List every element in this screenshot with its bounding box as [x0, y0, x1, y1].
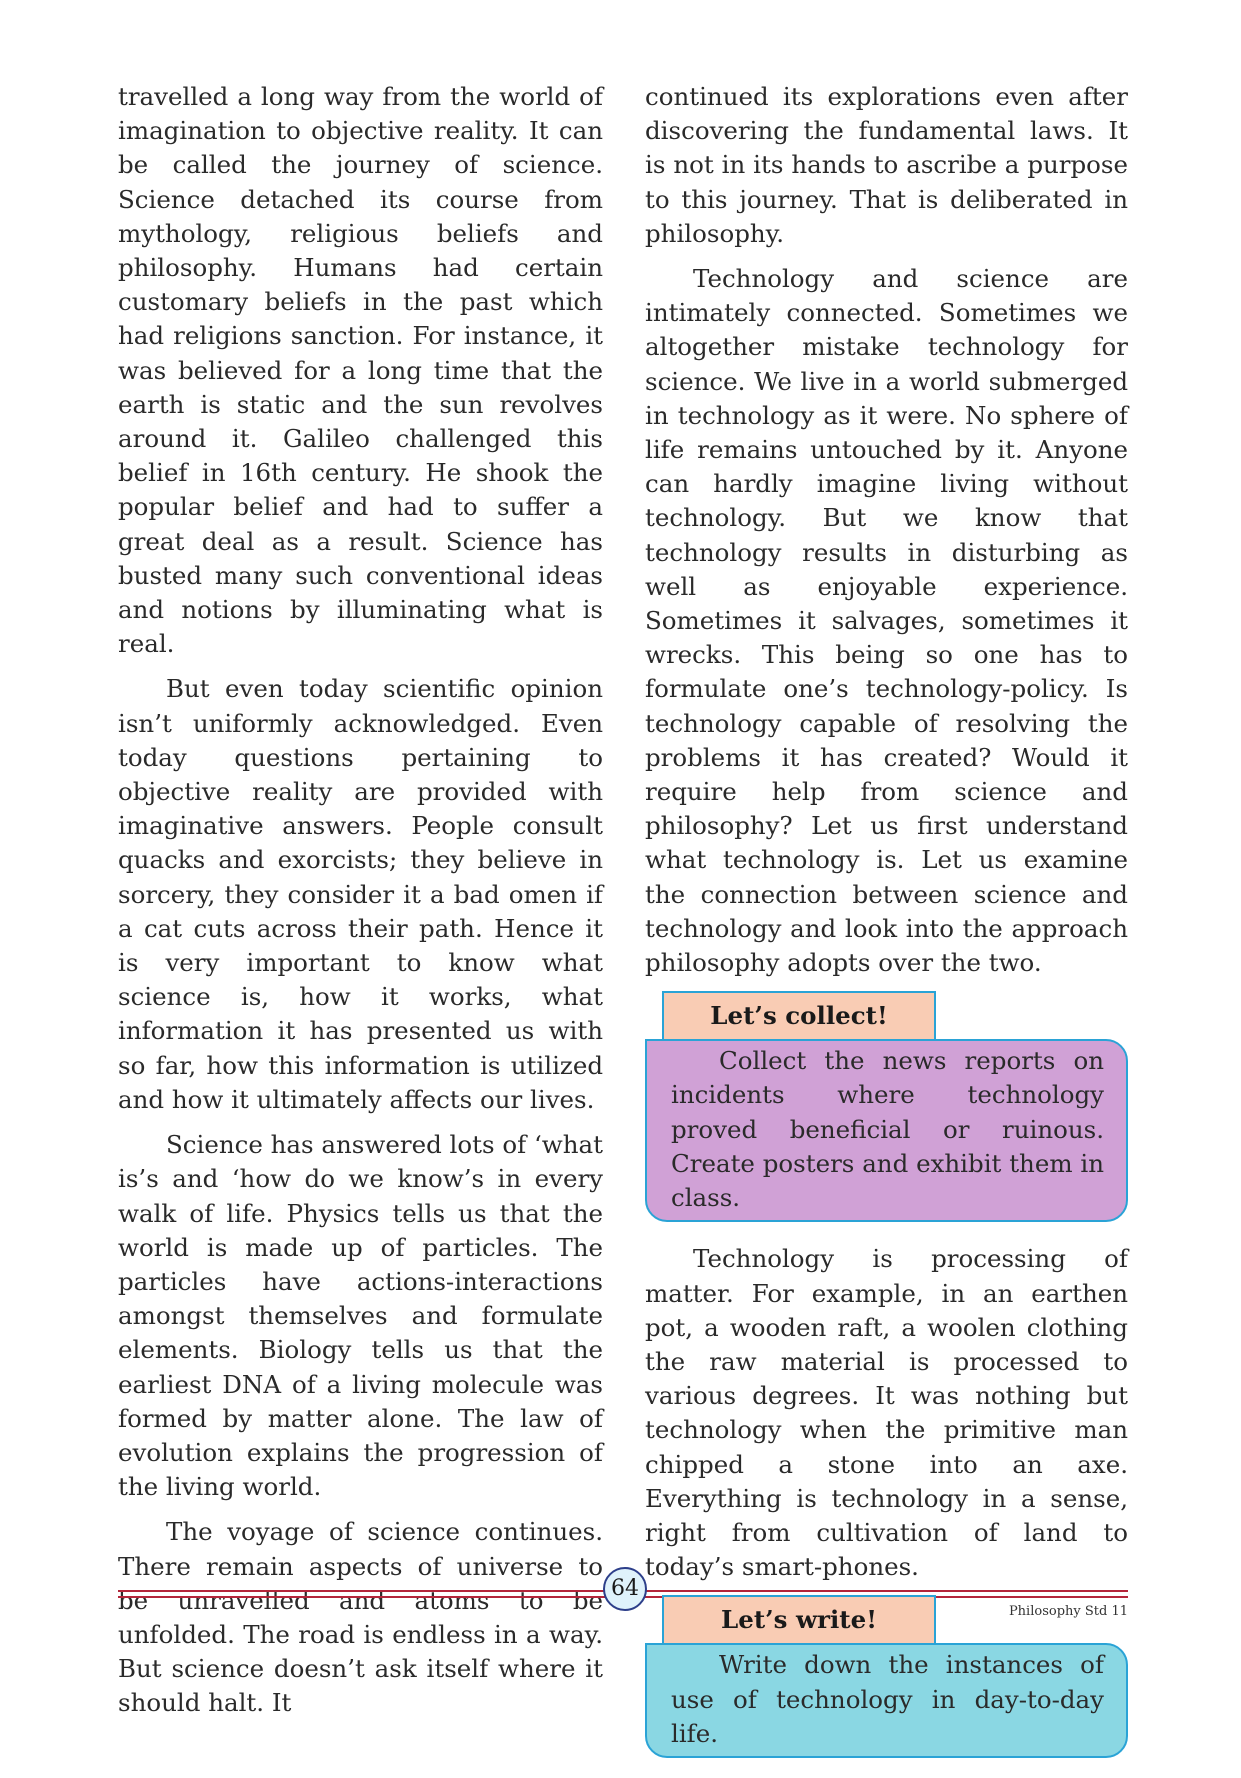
- paragraph: continued its explorations even after discovering the fundamental laws. It is not in its hands to ascribe a purpose to this journey. That is deliberated in philosophy.: [645, 82, 1128, 248]
- page-number: 64: [603, 1567, 647, 1611]
- activity-body: [645, 1039, 1128, 1222]
- book-title: Philosophy Std 11: [1008, 1604, 1128, 1619]
- activity-body: [645, 1643, 1128, 1758]
- paragraph: Technology and science are intimately connected. Sometimes we altogether mistake technology for science. We live in a world submerged in technology as it were. No sphere of life remains untouched by it. Anyone can hardly imagine living without technology. But we know that technology results in disturbing as well as enjoyable experience. Sometimes it salvages, sometimes it wrecks. This being so one has to formulate one’s technology-policy. Is technology capable of resolving the problems it has created? Would it require help from science and philosophy? Let us first understand what technology is. Let us examine the connection between science and technology and look into the approach philosophy adopts over the two.: [645, 264, 1128, 978]
- activity-text: Collect the news reports on incidents where technology proved beneficial or ruinous. Create posters and exhibit them in class.: [671, 1046, 1104, 1213]
- activity-title: Let’s collect!: [662, 991, 936, 1041]
- right-column: [645, 80, 1128, 1778]
- activity-title: Let’s write!: [662, 1595, 936, 1645]
- activity-text: Write down the instances of use of technology in day-to-day life.: [671, 1650, 1104, 1748]
- paragraph: The voyage of science continues. There remain aspects of universe to be unravelled and atoms to be unfolded. The road is endless in a way. But science doesn’t ask itself where it should halt. It: [118, 1517, 603, 1718]
- activity-box-collect: [645, 991, 1128, 1222]
- activity-box-write: [645, 1595, 1128, 1758]
- paragraph: travelled a long way from the world of imagination to objective reality. It can be called the journey of science. Science detached its course from mythology, religious beliefs and philosophy. Humans had certain customary beliefs in the past which had religions sanction. For instance, it was believed for a long time that the earth is static and the sun revolves around it. Galileo challenged this belief in 16th century. He shook the popular belief and had to suffer a great deal as a result. Science has busted many such conventional ideas and notions by illuminating what is real.: [118, 82, 603, 659]
- paragraph: Technology is processing of matter. For example, in an earthen pot, a wooden raft, a woolen clothing the raw material is processed to various degrees. It was nothing but technology when the primitive man chipped a stone into an axe. Everything is technology in a sense, right from cultivation of land to today’s smart-phones.: [645, 1244, 1128, 1582]
- paragraph: Science has answered lots of ‘what is’s and ‘how do we know’s in every walk of life. Physics tells us that the world is made up of particles. The particles have actions-interactions amongst themselves and formulate elements. Biology tells us that the earliest DNA of a living molecule was formed by matter alone. The law of evolution explains the progression of the living world.: [118, 1130, 603, 1502]
- left-column: [118, 80, 603, 1732]
- paragraph: But even today scientific opinion isn’t uniformly acknowledged. Even today questions pertaining to objective reality are provided with imaginative answers. People consult quacks and exorcists; they believe in sorcery, they consider it a bad omen if a cat cuts across their path. Hence it is very important to know what science is, how it works, what information it has presented us with so far, how this information is utilized and how it ultimately affects our lives.: [118, 674, 603, 1114]
